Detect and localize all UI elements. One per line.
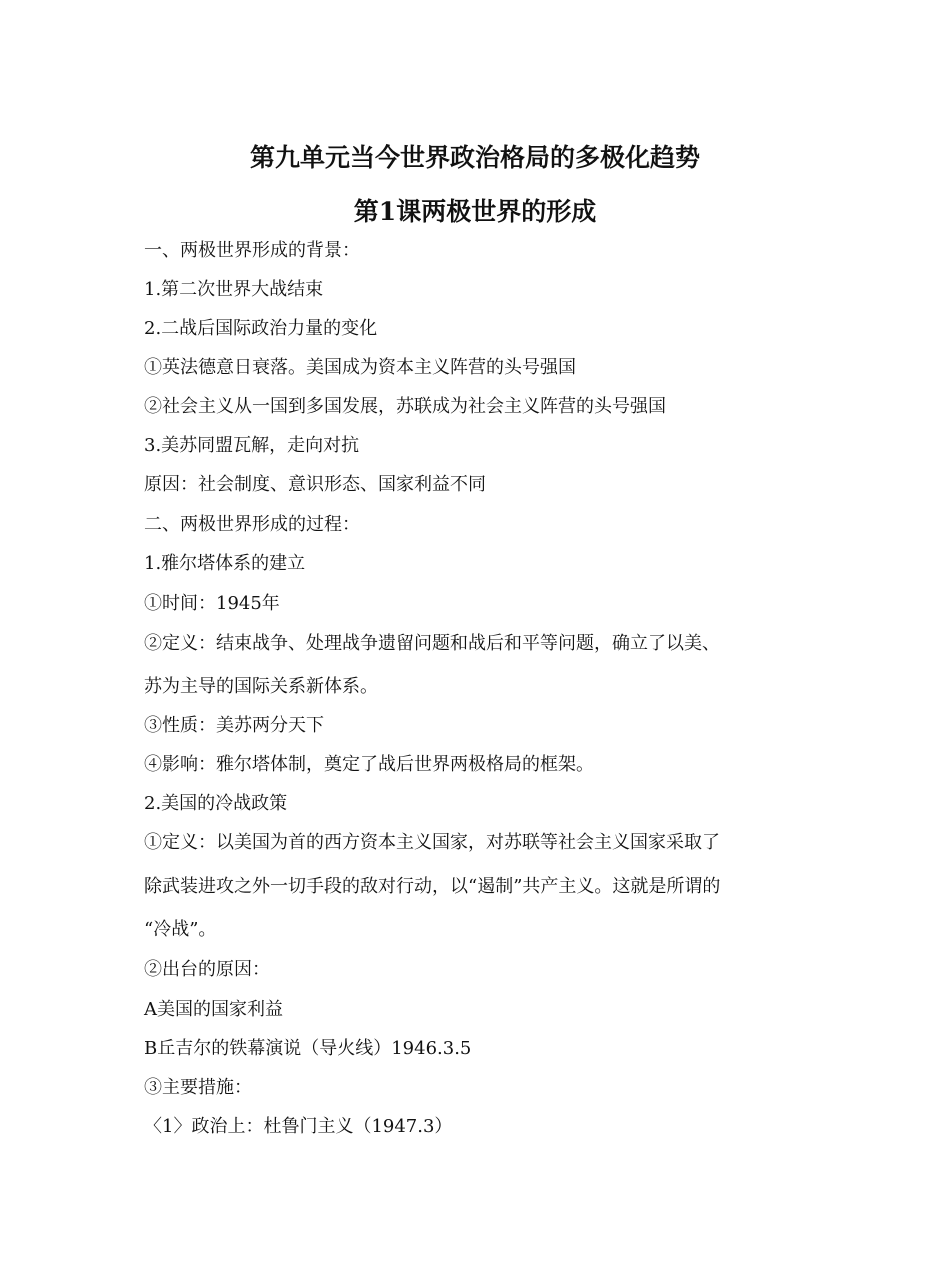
paragraph-line: ①英法德意日衰落。美国成为资本主义阵营的头号强国 [144, 357, 576, 378]
paragraph-line: ③主要措施： [144, 1077, 252, 1098]
paragraph-line: ②出台的原因： [144, 959, 270, 980]
paragraph-line: ③性质：美苏两分天下 [144, 715, 324, 736]
lesson-title: 第1课两极世界的形成 [353, 197, 597, 226]
paragraph-line: B丘吉尔的铁幕演说（导火线）1946.3.5 [144, 1038, 472, 1059]
paragraph-line: “冷战”。 [144, 919, 217, 940]
unit-title: 第九单元当今世界政治格局的多极化趋势 [249, 143, 700, 172]
paragraph-line: ②社会主义从一国到多国发展，苏联成为社会主义阵营的头号强国 [144, 396, 666, 417]
paragraph-line: 除武装进攻之外一切手段的敌对行动，以“遏制”共产主义。这就是所谓的 [144, 876, 721, 897]
paragraph-line: 〈1〉政治上：杜鲁门主义（1947.3） [144, 1116, 453, 1137]
paragraph-line: 原因：社会制度、意识形态、国家利益不同 [144, 474, 486, 495]
paragraph-line: 3.美苏同盟瓦解，走向对抗 [144, 435, 360, 456]
paragraph-line: 苏为主导的国际关系新体系。 [144, 676, 378, 697]
paragraph-line: 2.二战后国际政治力量的变化 [144, 318, 378, 339]
section-heading-background: 一、两极世界形成的背景： [144, 240, 360, 261]
paragraph-line: ④影响：雅尔塔体制，奠定了战后世界两极格局的框架。 [144, 754, 594, 775]
paragraph-line: ①时间：1945年 [144, 593, 280, 614]
paragraph-line: 1.第二次世界大战结束 [144, 279, 324, 300]
paragraph-line: ②定义：结束战争、处理战争遗留问题和战后和平等问题，确立了以美、 [144, 633, 720, 654]
paragraph-line: 2.美国的冷战政策 [144, 793, 288, 814]
paragraph-line: 1.雅尔塔体系的建立 [144, 553, 306, 574]
section-heading-process: 二、两极世界形成的过程： [144, 514, 360, 535]
paragraph-line: ①定义：以美国为首的西方资本主义国家，对苏联等社会主义国家采取了 [144, 832, 720, 853]
paragraph-line: A美国的国家利益 [144, 999, 283, 1020]
